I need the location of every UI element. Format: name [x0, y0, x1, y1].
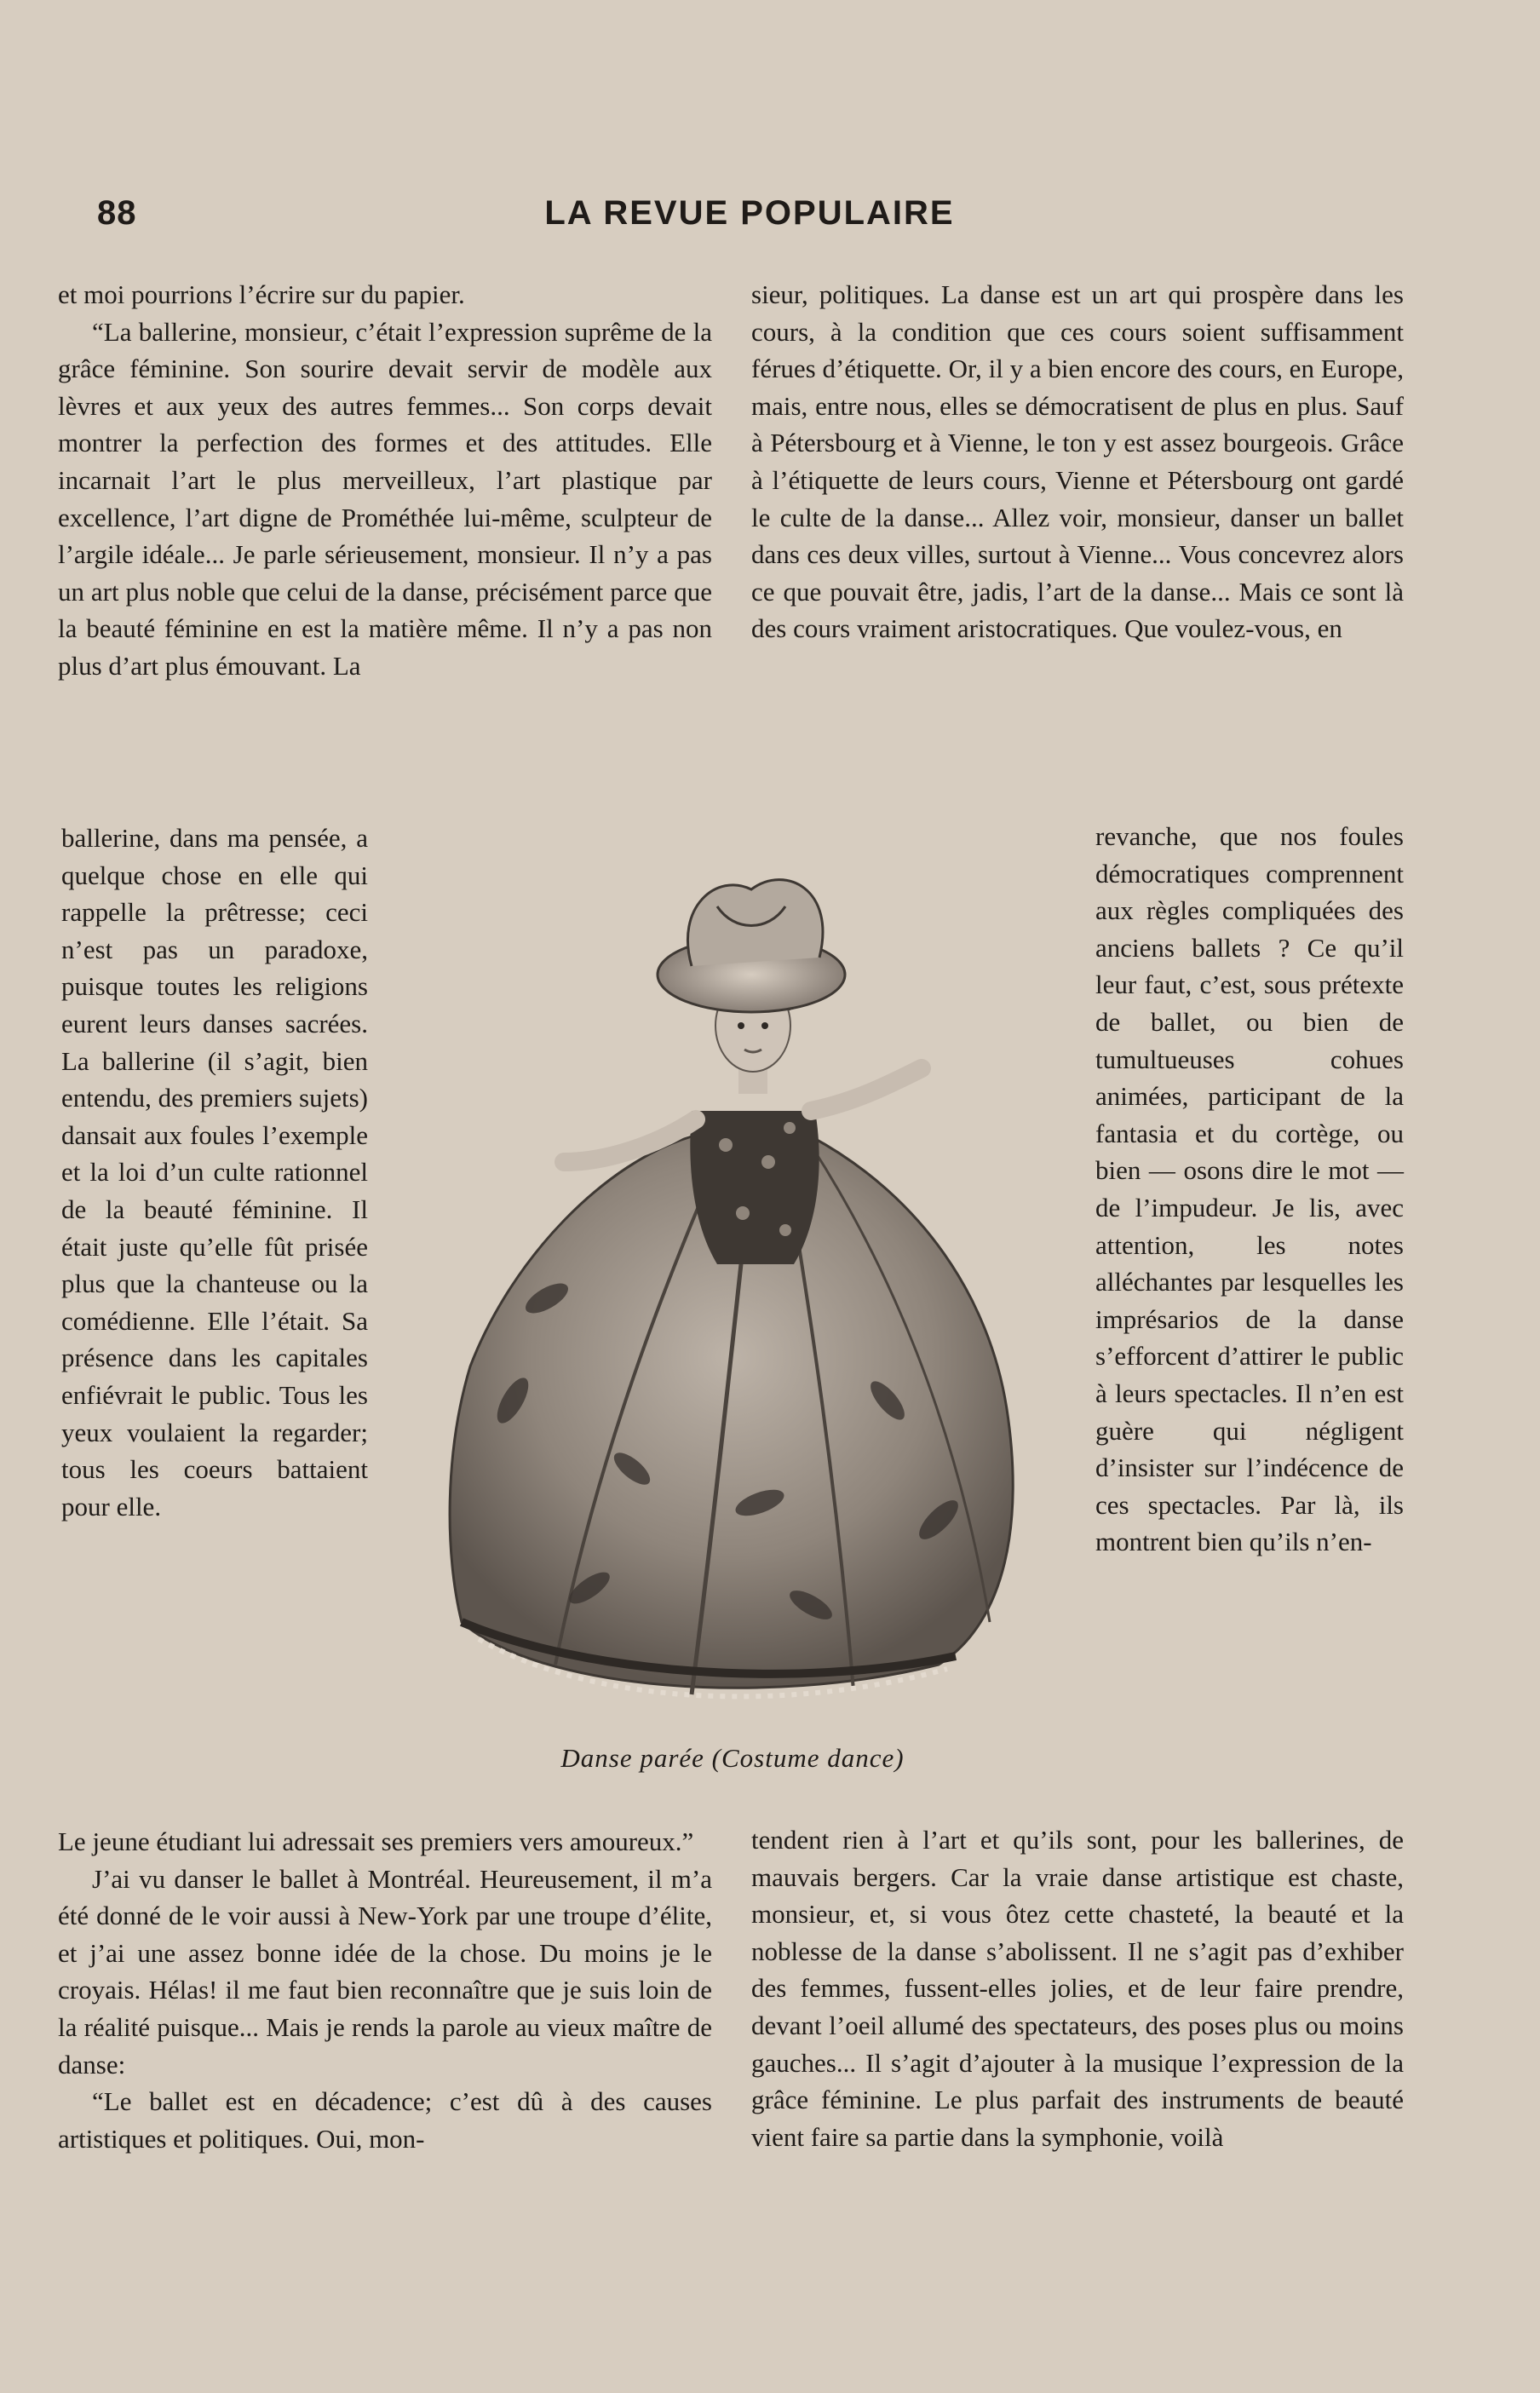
paragraph: sieur, politiques. La danse est un art qui prospère dans les cours, à la condition que ces cours soient suffisamment férues d’étiquette. Or, il y a bien encore des cours, en Europe, mais, entre nous, elles se démocratisent de plus en plus. Sauf à Pétersbourg et à Vienne, le ton y est assez bourgeois. Grâce à l’étiquette de leurs cours, Vienne et Pétersbourg ont gardé le culte de la danse... Allez voir, monsieur, danser un ballet dans ces deux villes, surtout à Vienne... Vous concevrez alors ce que pouvait être, jadis, l’art de la danse... Mais ce sont là des cours vraiment aristocratiques. Que voulez-vous, en	[751, 279, 1404, 644]
left-column-top	[58, 276, 712, 685]
paragraph: “Le ballet est en décadence; c’est dû à des causes artistiques et politiques. Oui, mon-	[58, 2086, 712, 2154]
paragraph: Le jeune étudiant lui adressait ses premiers vers amoureux.”	[58, 1826, 694, 1856]
right-column-wrap-text	[1095, 818, 1404, 1561]
paragraph: ballerine, dans ma pensée, a quelque chose en elle qui rappelle la prêtresse; ceci n’est pas un paradoxe, puisque toutes les religions eurent leurs danses sacrées. La ballerine (il s’agit, bien entendu, des premiers sujets) dansait aux foules l’exemple et la loi d’un culte rationnel de la beauté féminine. Il était juste qu’elle fût prisée plus que la chanteuse ou la comédienne. Elle l’était. Sa présence dans les capitales enfiévrait le public. Tous les yeux voulaient la regarder; tous les coeurs battaient pour elle.	[61, 823, 368, 1522]
left-column-bottom	[58, 1823, 712, 2157]
right-column-bottom	[751, 1821, 1404, 2155]
paragraph: et moi pourrions l’écrire sur du papier.	[58, 279, 465, 309]
page-header	[94, 189, 1405, 240]
right-column-top	[751, 276, 1404, 647]
dancer-photo	[411, 855, 1049, 1716]
paragraph: revanche, que nos foules démocratiques comprennent aux règles compliquées des anciens ballets ? Ce qu’il leur faut, c’est, sous prétexte de ballet, ou bien de tumultueuses cohues animées, participant de la fantasia et du cortège, ou bien — osons dire le mot — de l’impudeur. Je lis, avec attention, les notes alléchantes par lesquelles les imprésarios de la danse s’efforcent d’attirer le public à leurs spectacles. Il n’en est guère qui négligent d’insister sur l’indécence de ces spectacles. Par là, ils montrent bien qu’ils n’en-	[1095, 821, 1404, 1557]
paragraph: “La ballerine, monsieur, c’était l’expression suprême de la grâce féminine. Son sourire devait servir de modèle aux lèvres et aux yeux des autres femmes... Son corps devait montrer la perfection des formes et des attitudes. Elle incarnait l’art le plus merveilleux, l’art plastique par excellence, l’art digne de Prométhée lui-même, sculpteur de l’argile idéale... Je parle sérieusement, monsieur. Il n’y a pas un art plus noble que celui de la danse, précisément parce que la beauté féminine en est la matière même. Il n’y a pas non plus d’art plus émouvant. La	[58, 316, 712, 681]
paragraph: tendent rien à l’art et qu’ils sont, pour les ballerines, de mauvais bergers. Car la vraie danse artistique est chaste, monsieur, et, si vous ôtez cette chasteté, la beauté et la noblesse de la danse s’abolissent. Il ne s’agit pas d’exhiber des femmes, fussent-elles jolies, et de leur faire prendre, devant l’oeil allumé des spectateurs, des poses plus ou moins gauches... Il s’agit d’ajouter à la musique l’expression de la grâce féminine. Le plus parfait des instruments de beauté vient faire sa partie dans la symphonie, voilà	[751, 1825, 1404, 2152]
figure-caption: Danse parée (Costume dance)	[560, 1743, 905, 1773]
running-title: LA REVUE POPULAIRE	[544, 194, 955, 232]
left-column-wrap-text	[61, 820, 368, 1525]
page-number: 88	[97, 194, 137, 232]
dancer-illustration	[411, 855, 1049, 1716]
paragraph: J’ai vu danser le ballet à Montréal. Heureusement, il m’a été donné de le voir aussi à New-York par une troupe d’élite, et j’ai une assez bonne idée de la chose. Du moins je le croyais. Hélas! il me faut bien reconnaître que je suis loin de la réalité puisque... Mais je rends la parole au vieux maître de danse:	[58, 1863, 712, 2079]
